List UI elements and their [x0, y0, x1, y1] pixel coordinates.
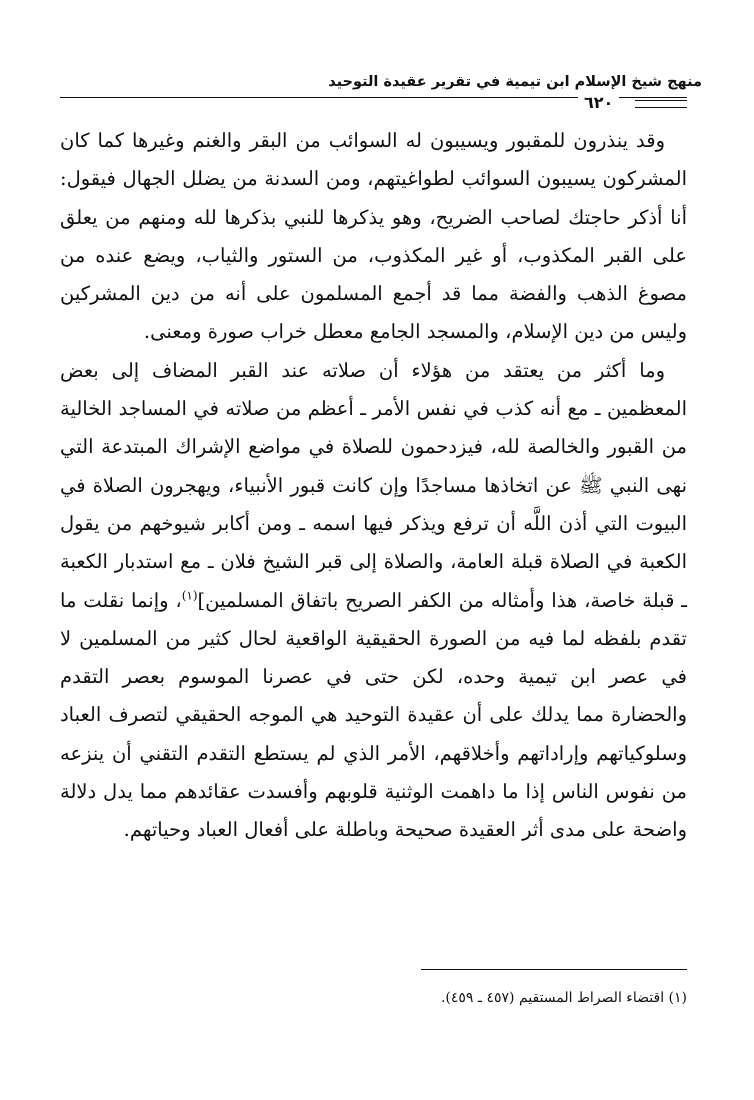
paragraph-1-text: وقد ينذرون للمقبور ويسيبون له السوائب من البقر والغنم وغيرها كما كان المشركون يسيبون السوائب لطواغيتهم، ومن السدنة من يضلل الجهال فيقول: أنا أذكر حاجتك لصاحب الضريح، وهو يذكرها للنبي بذكرها لله ومنهم من يعلق على القبر المكذوب، أو غير المكذوب، من الستور والثياب، ويضع عنده من مصوغ الذهب والفضة مما قد أجمع المسلمون على أنه من دين المشركين وليس من دين الإسلام، والمسجد الجامع معطل خراب صورة ومعنى. — [60, 129, 687, 344]
paragraph-2-continuation: ، وإنما نقلت ما تقدم بلفظه لما فيه من الصورة الحقيقية الواقعية لحال كثير من المسلمين لا في عصر ابن تيمية وحده، لكن حتى في عصرنا الموسوم بعصر التقدم والحضارة مما يدلك على أن عقيدة التوحيد هي الموجه الحقيقي لتصرف العباد وسلوكياتهم وإراداتهم وأخلاقهم، الأمر الذي لم يستطع التقدم التقني أن ينزعه من نفوس الناس إذا ما داهمت الوثنية قلوبهم وأفسدت عقائدهم مما يدل دلالة واضحة على مدى أثر العقيدة صحيحة وباطلة على أفعال العباد وحياتهم. — [60, 588, 687, 842]
footnote-rule — [421, 969, 687, 970]
page-number-rules — [635, 100, 687, 108]
paragraph — [60, 122, 687, 352]
footnote-reference: (١) — [181, 588, 198, 603]
paragraph-2-text: وما أكثر من يعتقد من هؤلاء أن صلاته عند القبر المضاف إلى بعض المعظمين ـ مع أنه كذب في نفس الأمر ـ أعظم من صلاته في المساجد الخالية من القبور والخالصة لله، فيزدحمون للصلاة في مواضع الإشراك المبتدعة التي نهى النبي ﷺ عن اتخاذها مساجدًا وإن كانت قبور الأنبياء، ويهجرون الصلاة في البيوت التي أذن اللَّه أن ترفع ويذكر فيها اسمه ـ ومن أكابر شيوخهم من يقول الكعبة في الصلاة قبلة العامة، والصلاة إلى قبر الشيخ فلان ـ مع استدبار الكعبة ـ قبلة خاصة، هذا وأمثاله من الكفر الصريح باتفاق المسلمين] — [60, 358, 687, 612]
paragraph — [60, 352, 687, 850]
body-text — [60, 122, 687, 850]
footnote: (١) اقتضاء الصراط المستقيم (٤٥٧ ـ ٤٥٩). — [440, 990, 687, 1006]
page-number: ٦٢٠ — [578, 93, 619, 113]
running-title: منهج شيخ الإسلام ابن تيمية في تقرير عقيدة التوحيد — [328, 74, 702, 90]
